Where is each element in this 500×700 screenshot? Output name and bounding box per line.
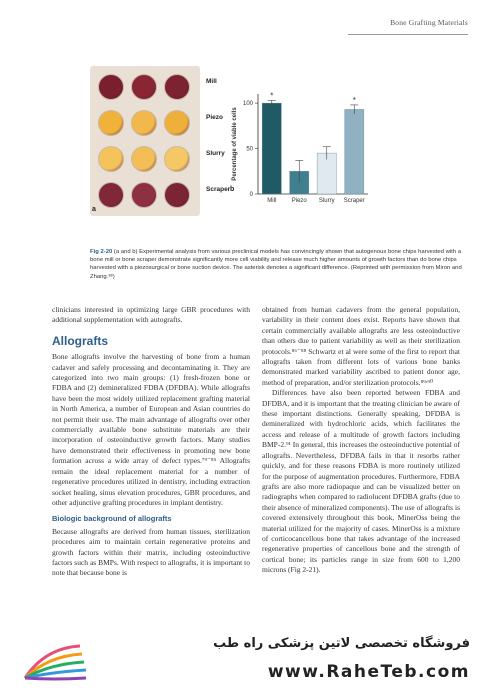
- header-rule: [348, 34, 468, 35]
- subsection-title-biologic-background: Biologic background of allografts: [52, 514, 172, 524]
- well-2-0: [98, 146, 124, 172]
- bar-chart: [226, 86, 376, 246]
- right-column: [262, 305, 460, 576]
- y-tick-label-0: 0: [249, 192, 253, 198]
- well-1-1: [131, 110, 157, 136]
- figure: [90, 46, 465, 246]
- well-2-2: [164, 146, 190, 172]
- well-0-0: [98, 74, 124, 100]
- row-label-mill: Mill: [206, 78, 217, 85]
- well-1-2: [164, 110, 190, 136]
- row-label-scraper: Scraper: [206, 186, 231, 193]
- y-tick-label-50: 50: [246, 146, 253, 153]
- x-tick-label-scraper: Scraper: [343, 198, 365, 204]
- well-3-0: [98, 182, 124, 208]
- section-title-allografts: Allografts: [52, 333, 109, 348]
- well-0-2: [164, 74, 190, 100]
- right-paragraph-1: obtained from human cadavers from the general population, variability in their content does exist. Reports have shown that certain commercially available allografts are less osteoinductive than others due to patient variability as well as their sterilization protocols.⁸⁶⁻⁸⁸ Schwartz et al were some of the first to report that allografts taken from different lots of various bone banks demonstrated marked variability ascribed to patient donor age, method of preparation, and/or sterilization protocols.⁸⁹ʴ⁹⁰: [262, 305, 460, 387]
- footer-banner: [0, 624, 500, 700]
- rahe-teb-logo-icon: [20, 638, 90, 688]
- bar-scraper: [345, 109, 364, 194]
- panel-label-a: a: [92, 206, 96, 213]
- panel-label-b: b: [230, 186, 235, 193]
- significance-marker-scraper: *: [352, 95, 356, 105]
- figure-number: Fig 2-20: [90, 249, 113, 255]
- well-1-0: [98, 110, 124, 136]
- row-label-slurry: Slurry: [206, 150, 225, 157]
- bar-mill: [262, 103, 281, 194]
- right-paragraph-2: Differences have also been reported between FDBA and DFDBA, and it is important that the treating clinician be aware of these important distinctions. Generally speaking, DFDBA is demineralized with hydrochloric acids, which facilitates the access and release of a multitude of growth factors including BMP-2.⁹¹ In general, this increases the osteoinductive potential of allografts. Nevertheless, DFDBA fails in that it resorbs rather quickly, and for these reasons FDBA is more routinely utilized for the purpose of augmentation procedures. Furthermore, FDBA grafts are also more radiopaque and can be visualized better on radiographs when compared to radiolucent DFDBA grafts (due to their absence of mineralized components). The use of allografts is covered extensively throughout this book, MinerOss being the material utilized for the majority of cases. MinerOss is a mixture of corticocancellous bone that takes advantage of the increased regenerative properties of cancellous bone and the strength of cortical bone; its particles range in size from 600 to 1,200 microns (Fig 2-21).: [262, 388, 460, 575]
- left-column: [52, 305, 250, 579]
- y-tick-label-100: 100: [242, 101, 253, 108]
- figure-caption: [90, 248, 468, 281]
- footer-persian-text: فروشگاه تخصصی لاتین پزشکی راه طب: [213, 636, 470, 651]
- x-tick-label-slurry: Slurry: [318, 198, 335, 204]
- x-tick-label-mill: Mill: [267, 198, 277, 204]
- allografts-paragraph-1: Bone allografts involve the harvesting of bone from a human cadaver and safely processing and decontaminating it. They are categorized into two main groups: (1) fresh-frozen bone or FDBA and (2) demineralized FDBA (DFDBA). While allografts have been the most widely utilized replacement grafting material in North America, a number of European and Asian countries do not permit their use. The main advantage of allografts over other commercially available bone substitute materials are their incorporation of osteoinductive growth factors. Many studies have demonstrated their effectiveness in promoting new bone formation across a wide array of defect types.⁷⁹⁻⁸⁵ Allografts remain the ideal replacement material for a number of regenerative procedures utilized in dentistry, including extraction socket healing, sinus elevation procedures, GBR procedures, and other adjunctive grafting procedures in implant dentistry.: [52, 352, 250, 507]
- well-3-2: [164, 182, 190, 208]
- well-0-1: [131, 74, 157, 100]
- x-tick-label-piezo: Piezo: [291, 198, 307, 204]
- running-head: Bone Grafting Materials: [390, 18, 468, 27]
- caption-text: (a and b) Experimental analysis from various preclinical models has convincingly shown that autogenous bone chips harvested with a bone mill or bone scraper demonstrate significantly more cell viability and release much higher amounts of growth factors than do bone chips harvested with a piezosurgical or bone suction device. The asterisk denotes a significant difference. (Reprinted with permission from Miron and Zhang.³⁸): [90, 249, 462, 280]
- bar-chart-svg: [226, 86, 376, 246]
- y-axis-label: Percentage of viable cells: [232, 107, 238, 181]
- intro-paragraph: clinicians interested in optimizing large GBR procedures with additional supplementation with autografts.: [52, 305, 250, 325]
- well-plate-photo: [90, 66, 240, 236]
- well-2-1: [131, 146, 157, 172]
- footer-url[interactable]: www.RaheTeb.com: [267, 662, 470, 682]
- row-label-piezo: Piezo: [206, 114, 223, 121]
- significance-marker-mill: *: [270, 91, 274, 101]
- well-3-1: [131, 182, 157, 208]
- allografts-paragraph-2: Because allografts are derived from human tissues, sterilization procedures aim to maintain certain regenerative proteins and growth factors within their matrix, including osteoinductive factors such as BMPs. With respect to allografts, it is important to note that because bone is: [52, 526, 250, 578]
